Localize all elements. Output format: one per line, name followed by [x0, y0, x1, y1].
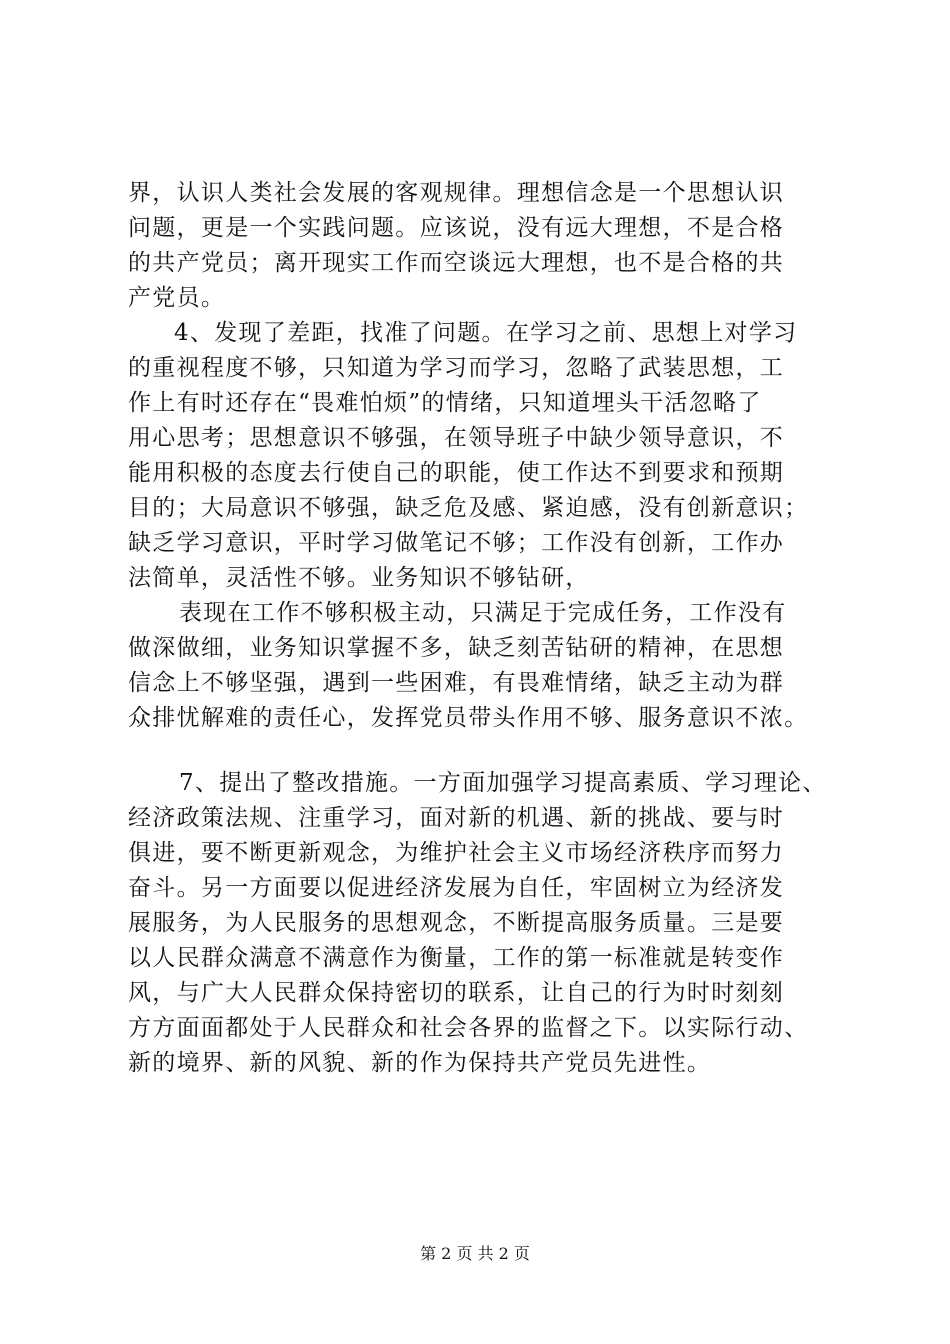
text-line: 的重视程度不够，只知道为学习而学习，忽略了武装思想，工: [128, 355, 785, 381]
text-line: 法简单，灵活性不够。业务知识不够钻研，: [128, 565, 590, 591]
text-line: 问题，更是一个实践问题。应该说，没有远大理想，不是合格: [128, 215, 785, 241]
text-line: 7、提出了整改措施。一方面加强学习提高素质、学习理论、: [179, 770, 827, 796]
text-line: 的共产党员；离开现实工作而空谈远大理想，也不是合格的共: [128, 250, 785, 276]
paragraph-point-7: [128, 766, 828, 1081]
text-line: 能用积极的态度去行使自己的职能，使工作达不到要求和预期: [128, 460, 785, 486]
text-line: 产党员。: [128, 285, 226, 311]
text-line: 风，与广大人民群众保持密切的联系，让自己的行为时时刻刻: [128, 980, 785, 1006]
text-line: 目的；大局意识不够强，缺乏危及感、紧迫感，没有创新意识；: [128, 495, 809, 521]
text-line: 奋斗。另一方面要以促进经济发展为自任，牢固树立为经济发: [128, 875, 785, 901]
paragraph-point-4: [128, 316, 828, 596]
text-line: 俱进，要不断更新观念，为维护社会主义市场经济秩序而努力: [128, 840, 785, 866]
text-line: 方方面面都处于人民群众和社会各界的监督之下。以实际行动、: [128, 1015, 809, 1041]
text-line: 做深做细，业务知识掌握不多，缺乏刻苦钻研的精神，在思想: [128, 635, 785, 661]
text-line: 经济政策法规、注重学习，面对新的机遇、新的挑战、要与时: [128, 805, 785, 831]
text-line: 信念上不够坚强，遇到一些困难，有畏难情绪，缺乏主动为群: [128, 670, 785, 696]
paragraph-performance: [128, 596, 828, 736]
text-line: 4、发现了差距，找准了问题。在学习之前、思想上对学习: [174, 320, 798, 346]
paragraph-continuation: [128, 176, 828, 316]
page-number-footer: 第 2 页 共 2 页: [420, 1244, 530, 1263]
text-line: 众排忧解难的责任心，发挥党员带头作用不够、服务意识不浓。: [128, 705, 809, 731]
text-line: 以人民群众满意不满意作为衡量，工作的第一标准就是转变作: [128, 945, 785, 971]
text-line: 用心思考；思想意识不够强，在领导班子中缺少领导意识，不: [128, 425, 785, 451]
text-line: 表现在工作不够积极主动，只满足于完成任务，工作没有: [179, 600, 787, 626]
text-line: 新的境界、新的风貌、新的作为保持共产党员先进性。: [128, 1050, 712, 1076]
text-line: 作上有时还存在“畏难怕烦”的情绪，只知道埋头干活忽略了: [128, 390, 762, 416]
text-line: 缺乏学习意识，平时学习做笔记不够；工作没有创新，工作办: [128, 530, 785, 556]
text-line: 界，认识人类社会发展的客观规律。理想信念是一个思想认识: [128, 180, 785, 206]
paragraph-spacer: [128, 736, 828, 766]
document-body: [128, 176, 828, 1081]
text-line: 展服务，为人民服务的思想观念，不断提高服务质量。三是要: [128, 910, 785, 936]
